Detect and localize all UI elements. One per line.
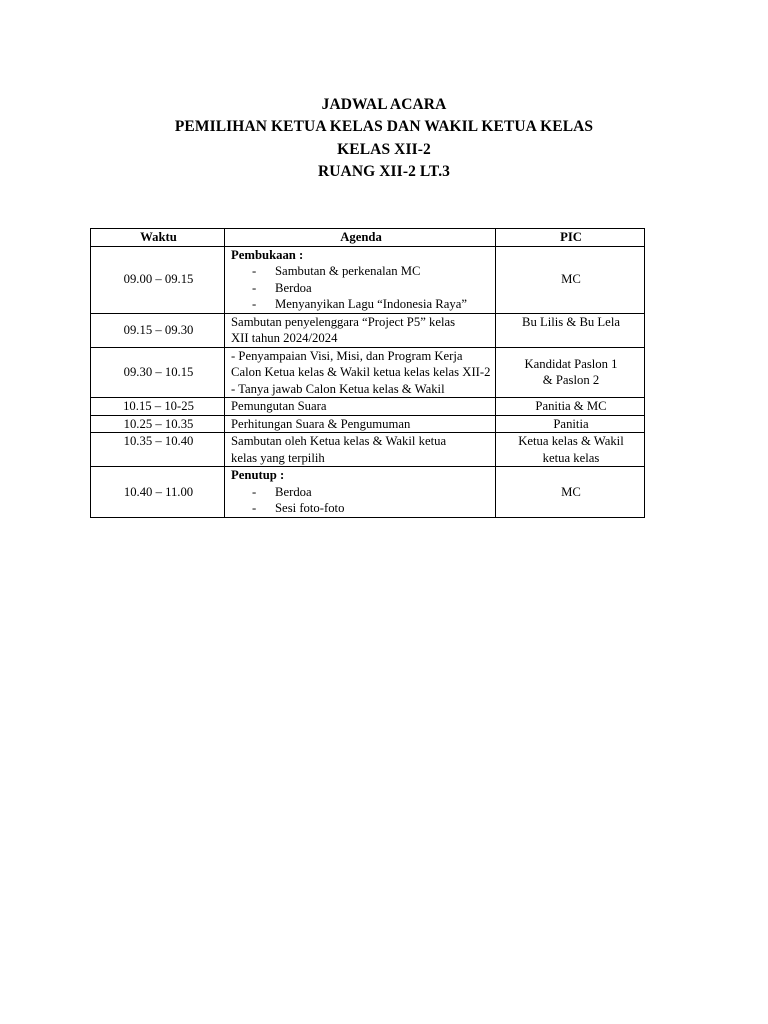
table-row <box>91 467 645 518</box>
cell-time: 09.15 – 09.30 <box>91 313 225 347</box>
title-line-3: KELAS XII-2 <box>337 140 431 158</box>
pic-line: Ketua kelas & Wakil <box>518 434 624 448</box>
title-line-4: RUANG XII-2 LT.3 <box>317 162 451 180</box>
agenda-line: Sambutan oleh Ketua kelas & Wakil ketua <box>231 434 447 448</box>
cell-agenda <box>225 398 496 416</box>
agenda-section-head: Penutup : <box>231 468 285 482</box>
cell-time: 09.30 – 10.15 <box>91 347 225 398</box>
cell-time: 09.00 – 09.15 <box>91 246 225 313</box>
cell-pic: Panitia <box>496 415 645 433</box>
bullet-dash: - <box>252 297 257 311</box>
agenda-line: Pemungutan Suara <box>231 399 327 413</box>
list-item <box>231 263 491 280</box>
bullet-dash: - <box>252 501 257 515</box>
pic-line: ketua kelas <box>542 450 600 465</box>
agenda-line: Calon Ketua kelas & Wakil ketua kelas kelas XII-2 <box>231 365 491 379</box>
cell-pic: MC <box>496 246 645 313</box>
list-item <box>231 296 491 313</box>
list-item-text: Berdoa <box>275 484 312 499</box>
cell-agenda <box>225 313 496 347</box>
list-item-text: Sesi foto-foto <box>275 501 345 515</box>
agenda-line: - Penyampaian Visi, Misi, dan Program Kerja <box>231 348 463 363</box>
bullet-dash: - <box>252 264 257 278</box>
cell-agenda <box>225 347 496 398</box>
cell-agenda <box>225 433 496 467</box>
cell-time: 10.35 – 10.40 <box>91 433 225 467</box>
agenda-line: Sambutan penyelenggara “Project P5” kelas <box>231 314 456 329</box>
list-item-text: Berdoa <box>275 280 312 295</box>
cell-pic: Panitia & MC <box>496 398 645 416</box>
agenda-line: XII tahun 2024/2024 <box>231 331 338 345</box>
list-item-text: Menyanyikan Lagu “Indonesia Raya” <box>275 297 468 311</box>
title-line-2: PEMILIHAN KETUA KELAS DAN WAKIL KETUA KELAS <box>174 118 594 136</box>
pic-line: Kandidat Paslon 1 <box>524 356 618 371</box>
agenda-line: - Tanya jawab Calon Ketua kelas & Wakil <box>231 381 445 396</box>
table-row <box>91 347 645 398</box>
list-item-text: Sambutan & perkenalan MC <box>275 264 421 278</box>
cell-time: 10.40 – 11.00 <box>91 467 225 518</box>
cell-pic <box>496 347 645 398</box>
cell-pic <box>496 433 645 467</box>
table-row <box>91 313 645 347</box>
agenda-line: kelas yang terpilih <box>231 450 325 465</box>
cell-agenda <box>225 467 496 518</box>
agenda-bullet-list <box>231 263 491 313</box>
cell-agenda <box>225 415 496 433</box>
agenda-bullet-list <box>231 484 491 517</box>
pic-line: & Paslon 2 <box>542 373 600 388</box>
title-line-1: JADWAL ACARA <box>321 96 447 113</box>
list-item <box>231 500 491 517</box>
schedule-table <box>90 228 645 518</box>
table-row <box>91 398 645 416</box>
cell-pic: Bu Lilis & Bu Lela <box>496 313 645 347</box>
agenda-line: Perhitungan Suara & Pengumuman <box>231 416 411 431</box>
header-agenda: Agenda <box>225 229 496 247</box>
table-row <box>91 433 645 467</box>
cell-agenda <box>225 246 496 313</box>
header-time: Waktu <box>91 229 225 247</box>
document-title-block <box>0 94 768 183</box>
cell-pic: MC <box>496 467 645 518</box>
table-header-row <box>91 229 645 247</box>
list-item <box>231 280 491 297</box>
cell-time: 10.15 – 10-25 <box>91 398 225 416</box>
bullet-dash: - <box>252 484 257 499</box>
cell-time: 10.25 – 10.35 <box>91 415 225 433</box>
header-pic: PIC <box>496 229 645 247</box>
table-row <box>91 415 645 433</box>
agenda-section-head: Pembukaan : <box>231 247 304 262</box>
bullet-dash: - <box>252 280 257 295</box>
table-row <box>91 246 645 313</box>
list-item <box>231 484 491 501</box>
